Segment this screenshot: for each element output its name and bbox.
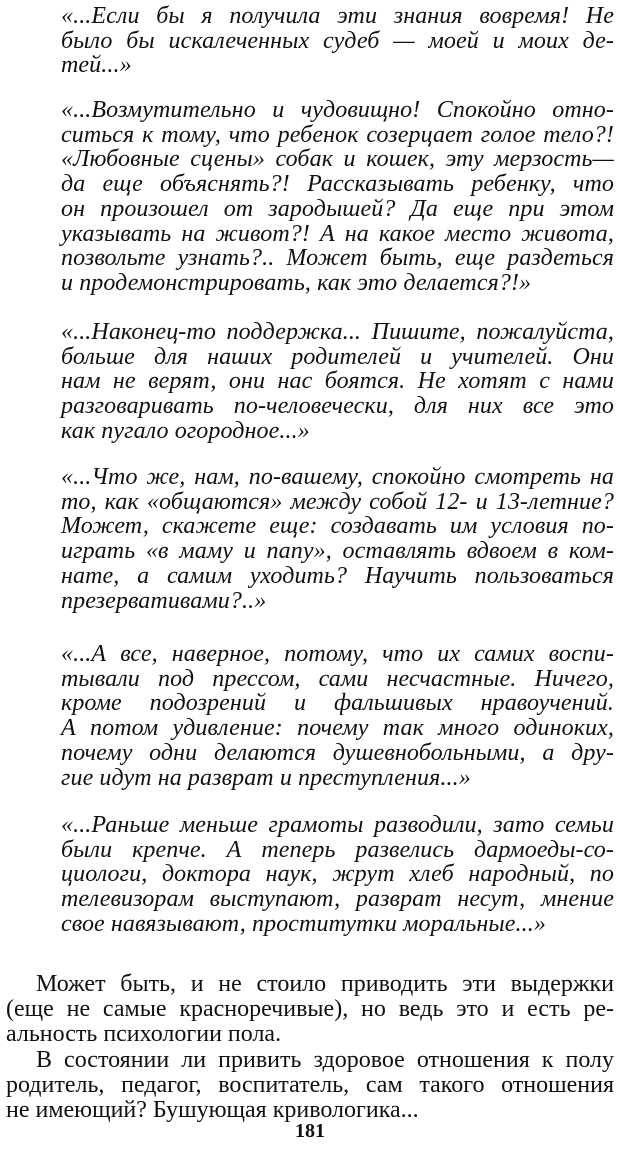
- quote-line: «...Раньше меньше грамоты разводили, зато семьи: [61, 812, 614, 838]
- quote-line: презервативами?..»: [61, 587, 267, 614]
- body-line: альность психологии пола.: [6, 1021, 282, 1047]
- quote-line: кроме подозрений и фальшивых нравоучений.: [61, 690, 614, 717]
- quote-line: нате, а самим уходить? Научить пользоваться: [61, 562, 614, 589]
- quote-line: ситься к тому, что ребенок созерцает голое тело?!: [61, 121, 614, 148]
- quote-line: телевизорам выступают, разврат несут, мнение: [61, 886, 614, 913]
- quote-line: А потом удивление: почему так много одиноких,: [61, 715, 614, 742]
- quote-line: да еще объяснять?! Рассказывать ребенку, что: [61, 171, 614, 198]
- body-line: родитель, педагог, воспитатель, сам такого отношения: [6, 1072, 614, 1098]
- quote-line: были крепче. А теперь развелись дармоеды-со-: [61, 836, 614, 863]
- quote-6: [61, 813, 614, 937]
- quote-line: Может, скажете еще: создавать им условия по-: [61, 513, 614, 540]
- quote-line: разговаривать по-человечески, для них все это: [61, 393, 614, 420]
- quote-2: [61, 98, 614, 296]
- quote-line: и продемонстрировать, как это делается?!»: [61, 269, 532, 296]
- quote-line: «...Что же, нам, по-вашему, спокойно смотреть на: [61, 464, 614, 490]
- quote-line: «...Наконец-то поддержка... Пишите, пожалуйста,: [61, 319, 614, 345]
- quote-line: играть «в маму и папу», оставлять вдвоем в ком-: [61, 538, 614, 565]
- quote-3: [61, 320, 614, 444]
- quote-line: тей...»: [61, 52, 132, 79]
- quote-line: «...А все, наверное, потому, что их самих воспи-: [61, 641, 614, 667]
- quote-line: гие идут на разврат и преступления...»: [61, 764, 471, 791]
- quote-line: как пугало огородное...»: [61, 417, 310, 444]
- quote-line: «Любовные сцены» собак и кошек, эту мерзость—: [61, 146, 614, 173]
- quote-line: тывали под прессом, сами несчастные. Ничего,: [61, 665, 614, 692]
- quote-line: он произошел от зародышей? Да еще при этом: [61, 195, 614, 222]
- page-number: 181: [295, 1120, 325, 1142]
- quote-1: [61, 4, 614, 78]
- quote-line: то, как «общаются» между собой 12- и 13-летние?: [61, 488, 614, 515]
- quote-line: нам не верят, они нас боятся. Не хотят с нами: [61, 368, 614, 395]
- quote-4: [61, 465, 614, 613]
- quote-line: было бы искалеченных судеб — моей и моих де-: [61, 27, 614, 54]
- body-paragraph-1: [6, 972, 614, 1047]
- quote-line: позвольте узнать?.. Может быть, еще раздеться: [61, 245, 614, 272]
- body-line: (еще не самые красноречивые), но ведь это и есть ре-: [6, 996, 614, 1022]
- quote-line: «...Возмутительно и чудовищно! Спокойно отно-: [61, 97, 614, 123]
- quote-line: указывать на живот?! А на какое место живота,: [61, 220, 614, 247]
- quote-5: [61, 642, 614, 790]
- quote-line: больше для наших родителей и учителей. Они: [61, 343, 614, 370]
- quote-line: циологи, доктора наук, жрут хлеб народный, по: [61, 861, 614, 888]
- body-line: В состоянии ли привить здоровое отношения к полу: [36, 1047, 614, 1073]
- body-paragraph-2: [6, 1048, 614, 1123]
- quote-line: свое навязывают, проститутки моральные...»: [61, 910, 546, 937]
- quote-line: почему одни делаются душевнобольными, а дру-: [61, 739, 614, 766]
- quote-line: «...Если бы я получила эти знания вовремя! Не: [61, 3, 614, 29]
- body-line: Может быть, и не стоило приводить эти выдержки: [36, 971, 614, 997]
- body-line: не имеющий? Бушующая кривологика...: [6, 1097, 419, 1123]
